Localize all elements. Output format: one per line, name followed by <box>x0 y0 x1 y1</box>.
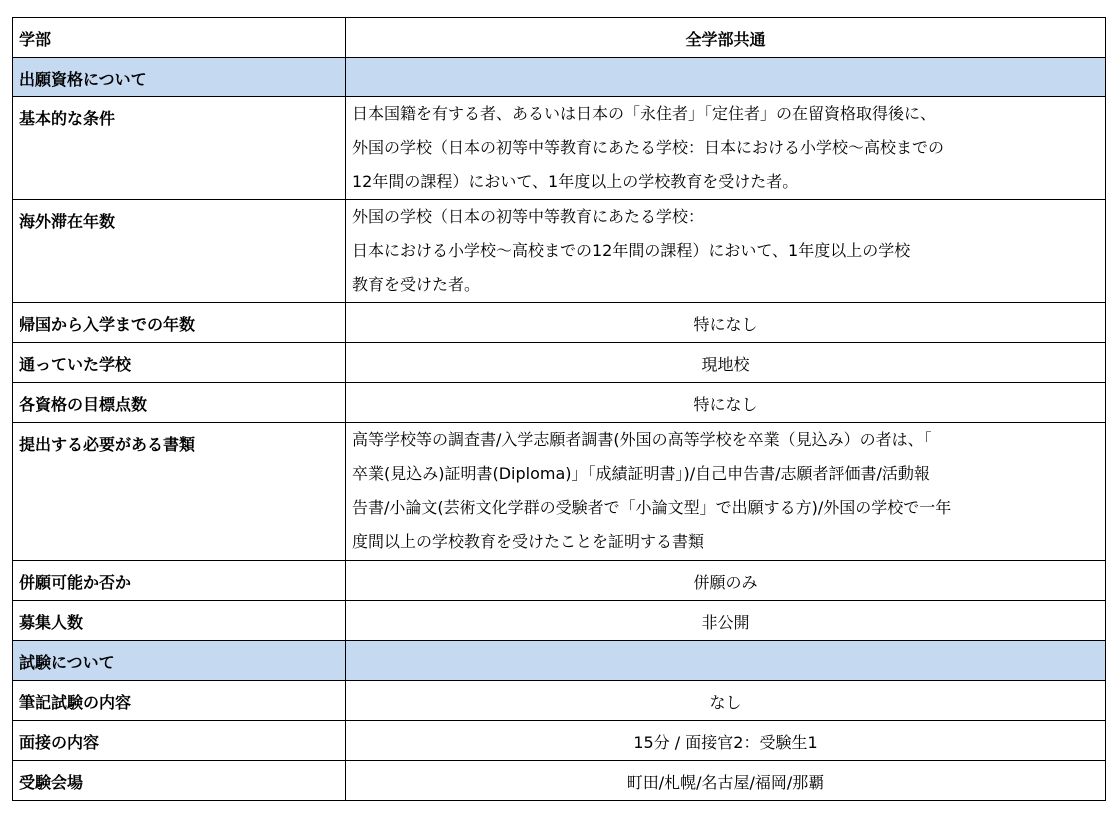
row-value: 非公開 <box>346 601 1106 641</box>
table-row <box>13 200 1106 303</box>
row-value-line: 外国の学校（日本の初等中等教育にあたる学校：日本における小学校〜高校までの <box>352 138 945 157</box>
row-value: 特になし <box>346 383 1106 423</box>
row-label: 各資格の目標点数 <box>13 383 346 423</box>
row-label: 基本的な条件 <box>13 97 346 200</box>
row-value: なし <box>346 681 1106 721</box>
row-value-line: 教育を受けた者。 <box>352 275 481 294</box>
table-row <box>13 383 1106 423</box>
section-title: 試験について <box>13 641 346 681</box>
row-value-line: 12年間の課程）において、1年度以上の学校教育を受けた者。 <box>352 172 799 191</box>
section-fill <box>346 58 1106 97</box>
row-value-line: 卒業(見込み)証明書(Diploma)」「成績証明書」)/自己申告書/志願者評価書/活動報 <box>352 464 930 483</box>
row-value: 町田/札幌/名古屋/福岡/那覇 <box>346 761 1106 801</box>
table-row <box>13 761 1106 801</box>
row-label: 筆記試験の内容 <box>13 681 346 721</box>
row-value: 現地校 <box>346 343 1106 383</box>
header-value-cell: 全学部共通 <box>346 18 1106 58</box>
row-label: 帰国から入学までの年数 <box>13 303 346 343</box>
row-label: 面接の内容 <box>13 721 346 761</box>
section-title: 出願資格について <box>13 58 346 97</box>
table-row <box>13 721 1106 761</box>
header-label-cell: 学部 <box>13 18 346 58</box>
table-row <box>13 561 1106 601</box>
section-header-exam <box>13 641 1106 681</box>
table-row <box>13 97 1106 200</box>
table-header-row <box>13 18 1106 58</box>
table-row <box>13 681 1106 721</box>
row-label: 併願可能か否か <box>13 561 346 601</box>
row-value <box>346 423 1106 561</box>
section-fill <box>346 641 1106 681</box>
row-value <box>346 200 1106 303</box>
table-row <box>13 343 1106 383</box>
row-value <box>346 97 1106 200</box>
row-label: 通っていた学校 <box>13 343 346 383</box>
row-value: 15分 / 面接官2：受験生1 <box>346 721 1106 761</box>
row-value-line: 日本国籍を有する者、あるいは日本の「永住者」「定住者」の在留資格取得後に、 <box>352 104 937 123</box>
row-label: 提出する必要がある書類 <box>13 423 346 561</box>
row-value-line: 告書/小論文(芸術文化学群の受験者で「小論文型」で出願する方)/外国の学校で一年 <box>352 498 952 517</box>
section-header-application <box>13 58 1106 97</box>
row-value: 併願のみ <box>346 561 1106 601</box>
row-label: 募集人数 <box>13 601 346 641</box>
row-value-line: 外国の学校（日本の初等中等教育にあたる学校： <box>352 207 705 226</box>
row-value-line: 高等学校等の調査書/入学志願者調書(外国の高等学校を卒業（見込み）の者は、「 <box>352 430 932 449</box>
admission-info-table <box>12 17 1106 801</box>
row-label: 受験会場 <box>13 761 346 801</box>
row-label: 海外滞在年数 <box>13 200 346 303</box>
row-value: 特になし <box>346 303 1106 343</box>
row-value-line: 日本における小学校〜高校までの12年間の課程）において、1年度以上の学校 <box>352 241 911 260</box>
table-row <box>13 423 1106 561</box>
table-row <box>13 303 1106 343</box>
row-value-line: 度間以上の学校教育を受けたことを証明する書類 <box>352 532 705 551</box>
table-row <box>13 601 1106 641</box>
